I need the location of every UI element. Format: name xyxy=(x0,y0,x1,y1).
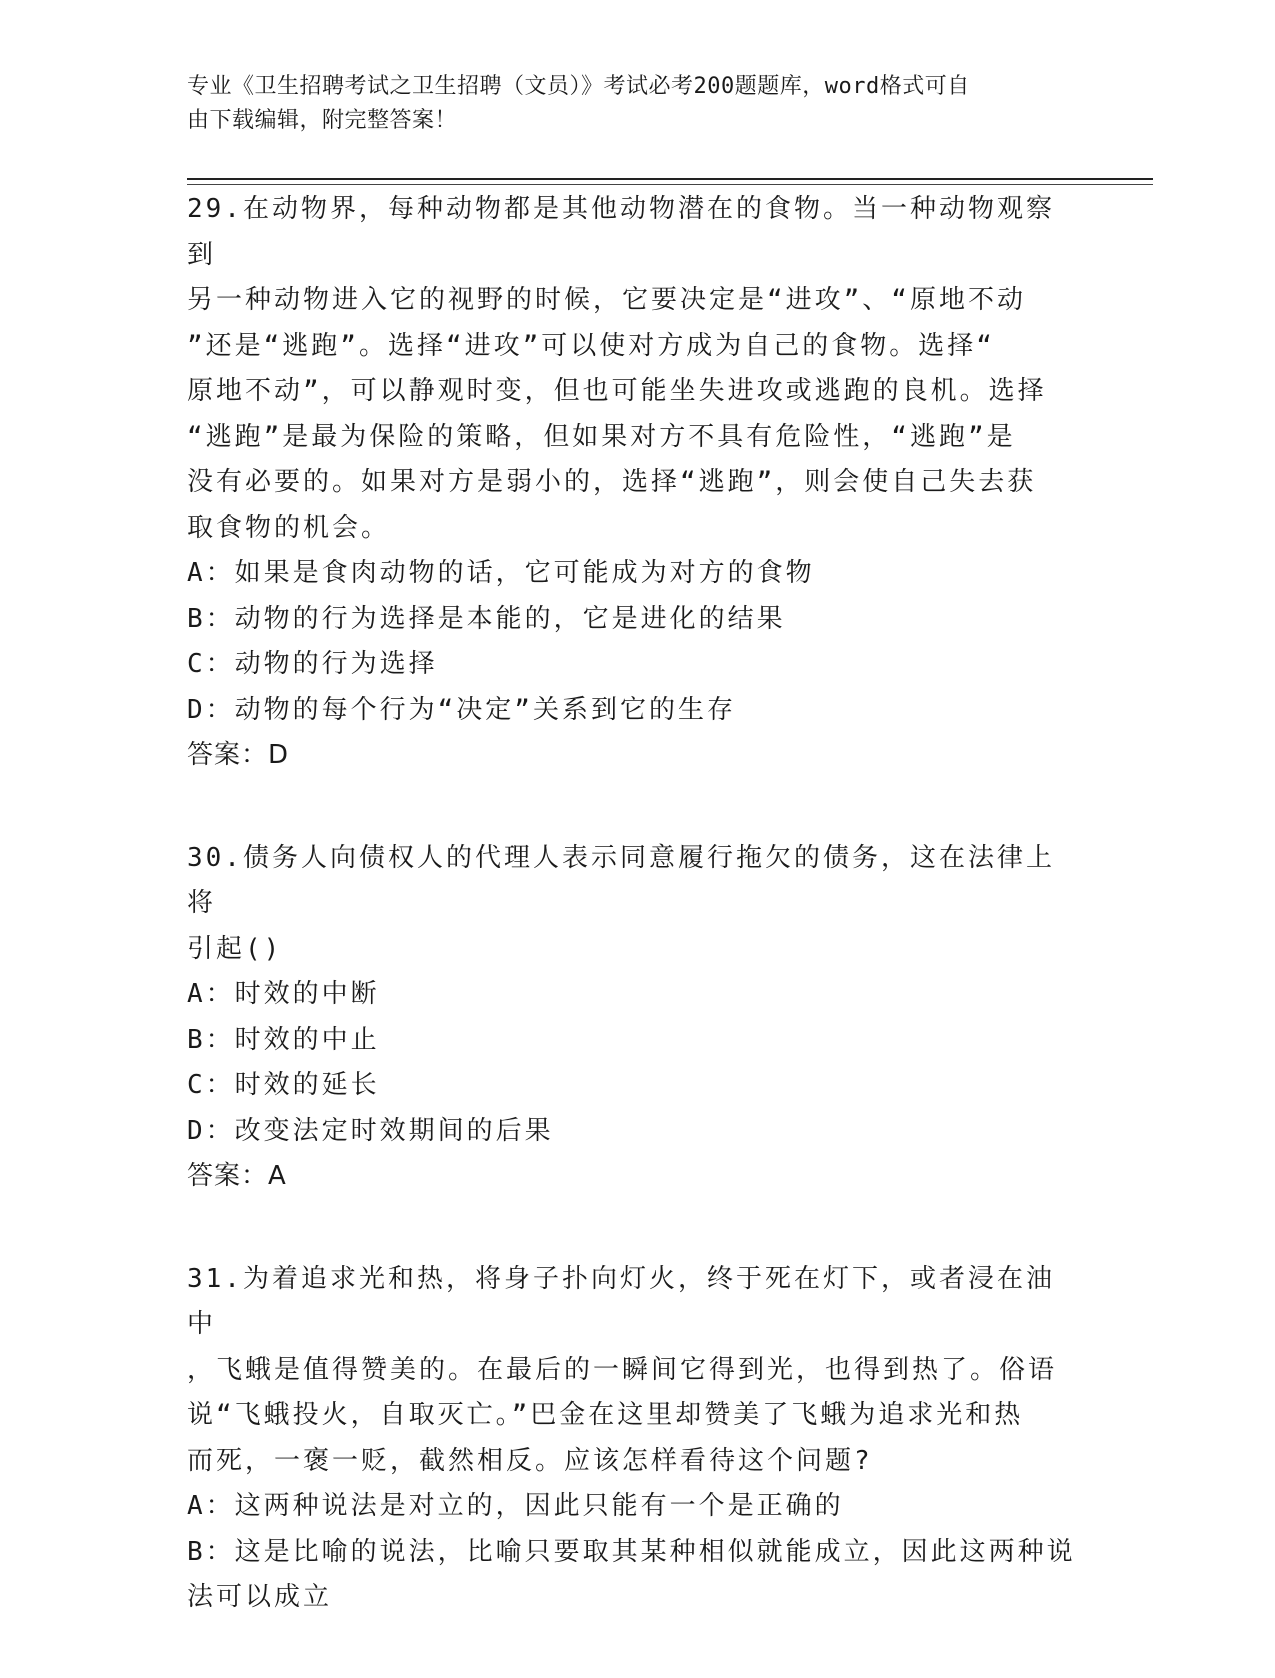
option-d: D：改变法定时效期间的后果 xyxy=(187,1115,554,1146)
question-31 xyxy=(187,1257,1077,1621)
header-line-1: 专业《卫生招聘考试之卫生招聘（文员）》考试必考200题题库，word格式可自 xyxy=(187,74,970,99)
option-a: A：这两种说法是对立的，因此只能有一个是正确的 xyxy=(187,1491,844,1521)
question-text-line: 29.在动物界，每种动物都是其他动物潜在的食物。当一种动物观察到 xyxy=(187,194,1055,270)
header-divider-thin xyxy=(187,184,1153,185)
option-d: D：动物的每个行为“决定”关系到它的生存 xyxy=(187,694,736,725)
question-text-line: 取食物的机会。 xyxy=(187,512,391,543)
option-a: A：如果是食肉动物的话，它可能成为对方的食物 xyxy=(187,558,815,588)
question-text-line: ”还是“逃跑”。选择“进攻”可以使对方成为自己的食物。选择“ xyxy=(187,330,995,361)
header-line-2: 由下载编辑，附完整答案！ xyxy=(187,108,458,133)
question-text-line: 原地不动”，可以静观时变，但也可能坐失进攻或逃跑的良机。选择 xyxy=(187,376,1047,406)
question-list xyxy=(187,187,1077,1678)
option-b: B：时效的中止 xyxy=(187,1024,380,1055)
question-text-line: ，飞蛾是值得赞美的。在最后的一瞬间它得到光，也得到热了。俗语 xyxy=(187,1354,1058,1385)
option-c: C：动物的行为选择 xyxy=(187,649,438,679)
question-text-line: 引起() xyxy=(187,933,283,964)
question-text-line: 没有必要的。如果对方是弱小的，选择“逃跑”，则会使自己失去获 xyxy=(187,467,1037,497)
question-text-line: 说“飞蛾投火，自取灭亡。”巴金在这里却赞美了飞蛾为追求光和热 xyxy=(187,1400,1024,1430)
option-b: B：这是比喻的说法，比喻只要取其某种相似就能成立，因此这两种说 xyxy=(187,1536,1076,1567)
question-text-line: 31.为着追求光和热，将身子扑向灯火，终于死在灯下，或者浸在油中 xyxy=(187,1263,1055,1339)
question-30 xyxy=(187,836,1077,1200)
option-a: A：时效的中断 xyxy=(187,979,380,1009)
answer-label: 答案：A xyxy=(187,1161,287,1191)
header-divider-thick xyxy=(187,178,1153,180)
question-text-line: 而死，一褒一贬，截然相反。应该怎样看待这个问题? xyxy=(187,1445,873,1476)
document-header xyxy=(187,70,1067,138)
question-29 xyxy=(187,187,1077,779)
option-b-continued: 法可以成立 xyxy=(187,1582,333,1612)
option-c: C：时效的延长 xyxy=(187,1070,380,1100)
question-text-line: 另一种动物进入它的视野的时候，它要决定是“进攻”、“原地不动 xyxy=(187,285,1026,315)
option-b: B：动物的行为选择是本能的，它是进化的结果 xyxy=(187,603,786,634)
question-text-line: “逃跑”是最为保险的策略，但如果对方不具有危险性，“逃跑”是 xyxy=(187,421,1016,452)
question-text-line: 30.债务人向债权人的代理人表示同意履行拖欠的债务，这在法律上将 xyxy=(187,842,1055,918)
answer-label: 答案：D xyxy=(187,740,290,770)
